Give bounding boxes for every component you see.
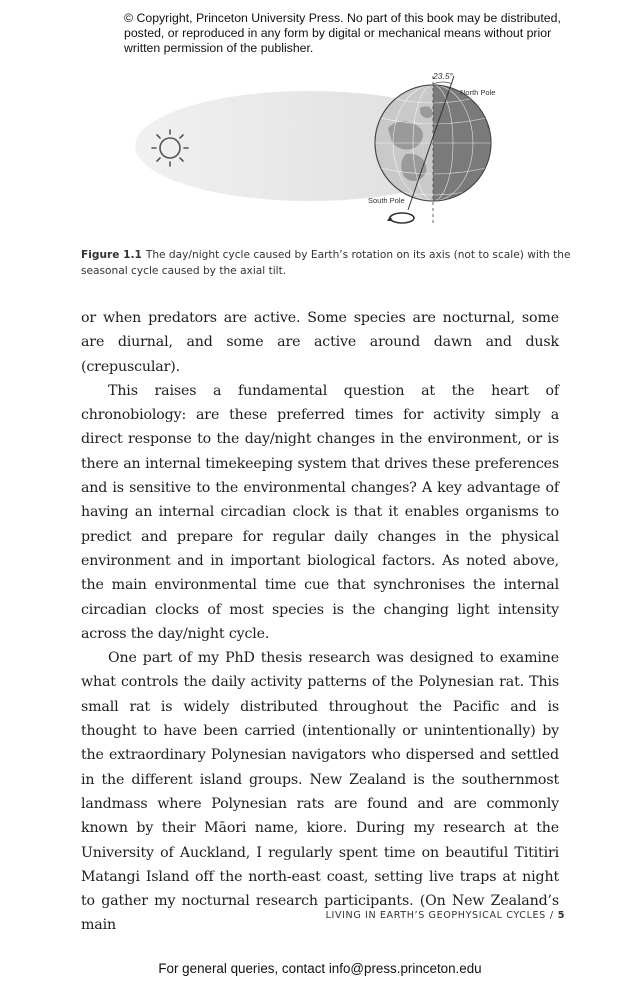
figure-caption: [81, 247, 571, 279]
contact-line: For general queries, contact info@press.princeton.edu: [158, 961, 482, 976]
day-night-diagram: [130, 68, 510, 238]
tilt-angle-label: 23.5°: [433, 71, 453, 81]
figure-caption-label: Figure 1.1: [81, 249, 142, 261]
south-pole-label: South Pole: [368, 196, 405, 205]
rotation-arrow-icon: [387, 213, 414, 223]
figure-caption-text: The day/night cycle caused by Earth’s rotation on its axis (not to scale) with the seasonal cycle caused by the axial tilt.: [81, 249, 571, 277]
paragraph-3: One part of my PhD thesis research was designed to examine what controls the daily activity patterns of the Polynesian rat. This small rat is widely distributed throughout the Pacific and is thought to have been carried (intentionally or unintentionally) by the extraordinary Polynesian navigators who dispersed and settled in the different island groups. New Zealand is the southernmost landmass where Polynesian rats are found and are commonly known by their Māori name, kiore. During my research at the University of Auckland, I regularly spent time on beautiful Tititiri Matangi Island off the north-east coast, setting live traps at night to gather my nocturnal research participants. (On New Zealand’s main: [81, 650, 559, 934]
footer-separator: /: [549, 910, 554, 921]
page-number: 5: [557, 910, 565, 921]
running-footer: [326, 910, 565, 921]
paragraph-1: or when predators are active. Some species are nocturnal, some are diurnal, and some are active around dawn and dusk (crepuscular).: [81, 310, 559, 375]
day-night-figure: [130, 68, 510, 238]
copyright-notice: © Copyright, Princeton University Press. No part of this book may be distributed, posted, or reproduced in any form by digital or mechanical means without prior written permission of the publisher.: [124, 11, 561, 55]
running-head: LIVING IN EARTH’S GEOPHYSICAL CYCLES: [325, 910, 546, 921]
paragraph-2: This raises a fundamental question at the heart of chronobiology: are these preferred times for activity simply a direct response to the day/night changes in the environment, or is there an internal timekeeping system that drives these preferences and is sensitive to the environmental changes? A key advantage of having an internal circadian clock is that it enables organisms to predict and prepare for regular daily changes in the physical environment and in important biological factors. As noted above, the main environmental time cue that synchronises the internal circadian clocks of most species is the changing light intensity across the day/night cycle.: [81, 382, 559, 642]
body-text: [81, 306, 559, 938]
tilt-angle-arc: [433, 82, 452, 84]
north-pole-label: North Pole: [460, 88, 496, 97]
